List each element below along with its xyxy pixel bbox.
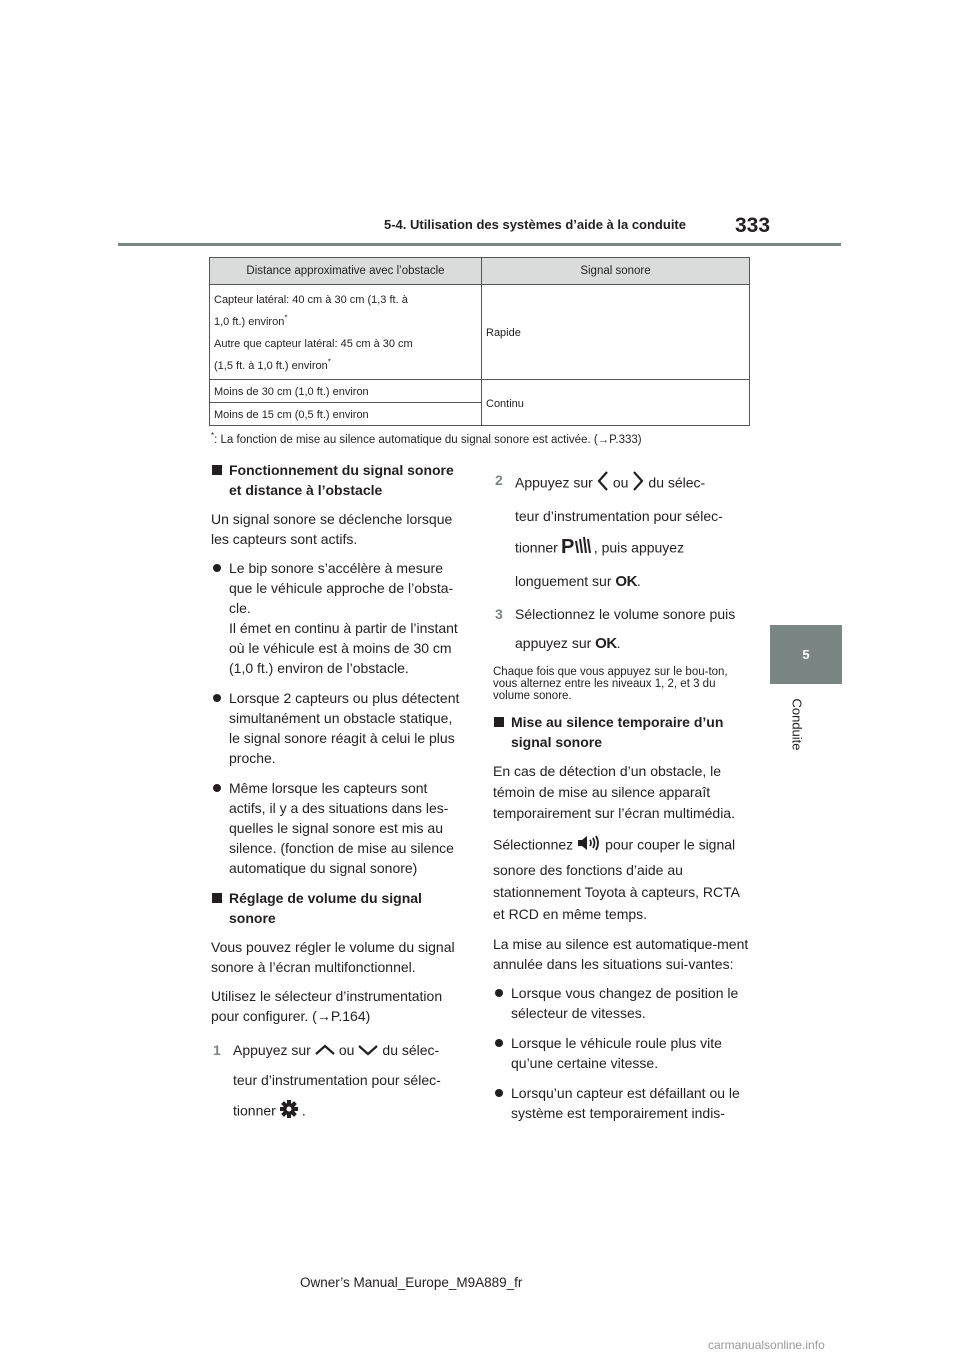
page-number: 333 (735, 214, 771, 237)
step-text: . (301, 1102, 306, 1119)
step-text: Appuyez sur (233, 1042, 311, 1058)
bullet-text: Lorsque 2 capteurs ou plus détectent simultanément un obstacle statique, le signal sonore réagit à celui le plus proche. (229, 690, 460, 766)
paragraph: Utilisez le sélecteur d’instrumentation pour configurer. (→P.164) (211, 988, 443, 1024)
right-column (493, 470, 751, 1133)
step-text: du sélec- (382, 1042, 440, 1058)
header-rule (118, 243, 841, 246)
table-row (210, 285, 750, 380)
step-text: appuyez sur (515, 635, 592, 651)
paragraph-text: pour couper le signal sonore des fonctions d’aide au stationnement Toyota à capteurs, RCTA et RCD en même temps. (493, 836, 740, 922)
step-text: ou (338, 1042, 355, 1058)
bullet-text: Il émet en continu à partir de l’instant où le véhicule est à moins de 30 cm (1,0 ft.) environ de l’obstacle. (229, 620, 458, 676)
parking-sensor-icon (561, 535, 591, 563)
heading-text: Réglage de volume du signal sonore (229, 890, 422, 926)
bullet-dot-icon (495, 1039, 503, 1047)
asterisk-marker: * (284, 313, 288, 323)
step-text: . (636, 573, 641, 589)
bullet-dot-icon (213, 694, 221, 702)
table-footnote (211, 431, 642, 446)
paragraph: Vous pouvez régler le volume du signal sonore à l’écran multifonctionnel. (211, 939, 455, 975)
distance-line: Autre que capteur latéral: 45 cm à 30 cm (214, 338, 413, 350)
chevron-down-icon (357, 1041, 379, 1062)
ok-button-icon: OK (595, 635, 617, 652)
bullet-item (493, 1083, 751, 1123)
bullet-dot-icon (495, 989, 503, 997)
step-text: tionner (515, 539, 558, 556)
footnote-text: : La fonction de mise au silence automatique du signal sonore est activée. (→P.333) (214, 434, 642, 446)
step-text: du sélec- (648, 474, 706, 491)
manual-id: Owner’s Manual_Europe_M9A889_fr (300, 1275, 523, 1290)
distance-line: 1,0 ft.) environ (214, 316, 285, 328)
section-title: 5-4. Utilisation des systèmes d’aide à la conduite (384, 217, 686, 232)
note-text: Chaque fois que vous appuyez sur le bou-ton, vous alternez entre les niveaux 1, 2, et 3 du volume sonore. (493, 666, 728, 702)
bullet-item (211, 558, 466, 678)
ok-button-icon: OK (615, 573, 637, 590)
table-cell-distance: Moins de 15 cm (0,5 ft.) environ (210, 403, 482, 426)
chapter-title-text: Conduite (789, 698, 805, 751)
gear-icon (279, 1099, 299, 1125)
paragraph (493, 833, 751, 925)
bullet-text: Lorsque vous changez de position le sélecteur de vitesses. (511, 985, 739, 1021)
chevron-up-icon (314, 1041, 336, 1062)
svg-text:P: P (560, 536, 575, 557)
footnote-marker: * (211, 431, 215, 441)
bullet-item (493, 1033, 751, 1073)
distance-line: Capteur latéral: 40 cm à 30 cm (1,3 ft. à (214, 294, 408, 306)
paragraph: En cas de détection d’un obstacle, le témoin de mise au silence apparaît temporairement sur l’écran multimédia. (493, 763, 735, 821)
distance-signal-table (209, 257, 750, 426)
bullet-dot-icon (495, 1089, 503, 1097)
paragraph-text: Sélectionnez (493, 836, 574, 853)
table-cell-signal: Rapide (482, 285, 750, 380)
bullet-text: Le bip sonore s’accélère à mesure que le véhicule approche de l’obsta-cle. (229, 560, 454, 616)
square-bullet-icon (212, 465, 222, 475)
step-number: 3 (495, 606, 503, 622)
bullet-item (211, 688, 466, 768)
bullet-text: Même lorsque les capteurs sont actifs, il y a des situations dans les-quelles le signal sonore est mis au silence. (fonction de mise au silence automatique du signal sonore) (229, 780, 454, 876)
step-text: teur d’instrumentation pour sélec- (515, 508, 723, 524)
table-header-distance: Distance approximative avec l’obstacle (210, 258, 482, 285)
step-text: , puis appuyez (593, 539, 685, 556)
bullet-text: Lorsque le véhicule roule plus vite qu’une certaine vitesse. (511, 1035, 722, 1071)
section-heading (211, 460, 466, 500)
chevron-left-icon (596, 470, 610, 498)
asterisk-marker: * (327, 357, 331, 367)
heading-text: Mise au silence temporaire d’un signal sonore (511, 714, 724, 750)
heading-text: Fonctionnement du signal sonore et distance à l’obstacle (229, 462, 454, 498)
step-text: longuement sur (515, 573, 612, 589)
step-text: Appuyez sur (515, 474, 593, 491)
bullet-text: Lorsqu’un capteur est défaillant ou le système est temporairement indis- (511, 1085, 740, 1121)
square-bullet-icon (494, 717, 504, 727)
step-item (211, 1040, 466, 1125)
chapter-tab[interactable] (770, 625, 842, 684)
square-bullet-icon (212, 893, 222, 903)
step-text: Sélectionnez le volume sonore puis (515, 606, 736, 622)
chapter-number: 5 (802, 647, 810, 662)
section-heading (493, 712, 751, 752)
step-text: ou (612, 474, 629, 491)
table-header-row (210, 258, 750, 285)
section-heading (211, 888, 466, 928)
step-item (493, 470, 751, 592)
left-column (211, 460, 466, 1137)
step-number: 2 (495, 472, 503, 488)
step-item (493, 604, 751, 654)
table-cell-distance (210, 285, 482, 380)
step-text: tionner (233, 1102, 276, 1119)
bullet-dot-icon (213, 784, 221, 792)
table-cell-signal: Continu (482, 380, 750, 426)
paragraph: Un signal sonore se déclenche lorsque les capteurs sont actifs. (211, 511, 453, 547)
chevron-right-icon (631, 470, 645, 498)
bullet-dot-icon (213, 564, 221, 572)
bullet-item (493, 983, 751, 1023)
bullet-item (211, 778, 466, 878)
paragraph: La mise au silence est automatique-ment annulée dans les situations sui-vantes: (493, 936, 749, 972)
step-text: teur d’instrumentation pour sélec- (233, 1071, 441, 1088)
step-text: . (616, 635, 621, 651)
table-header-signal: Signal sonore (482, 258, 750, 285)
table-cell-distance: Moins de 30 cm (1,0 ft.) environ (210, 380, 482, 403)
mute-sound-icon (576, 833, 602, 859)
step-number: 1 (213, 1042, 221, 1058)
table-row (210, 380, 750, 403)
distance-line: (1,5 ft. à 1,0 ft.) environ (214, 360, 328, 372)
watermark[interactable]: carmanualsonline.info (708, 1338, 825, 1352)
chapter-title (789, 695, 805, 755)
